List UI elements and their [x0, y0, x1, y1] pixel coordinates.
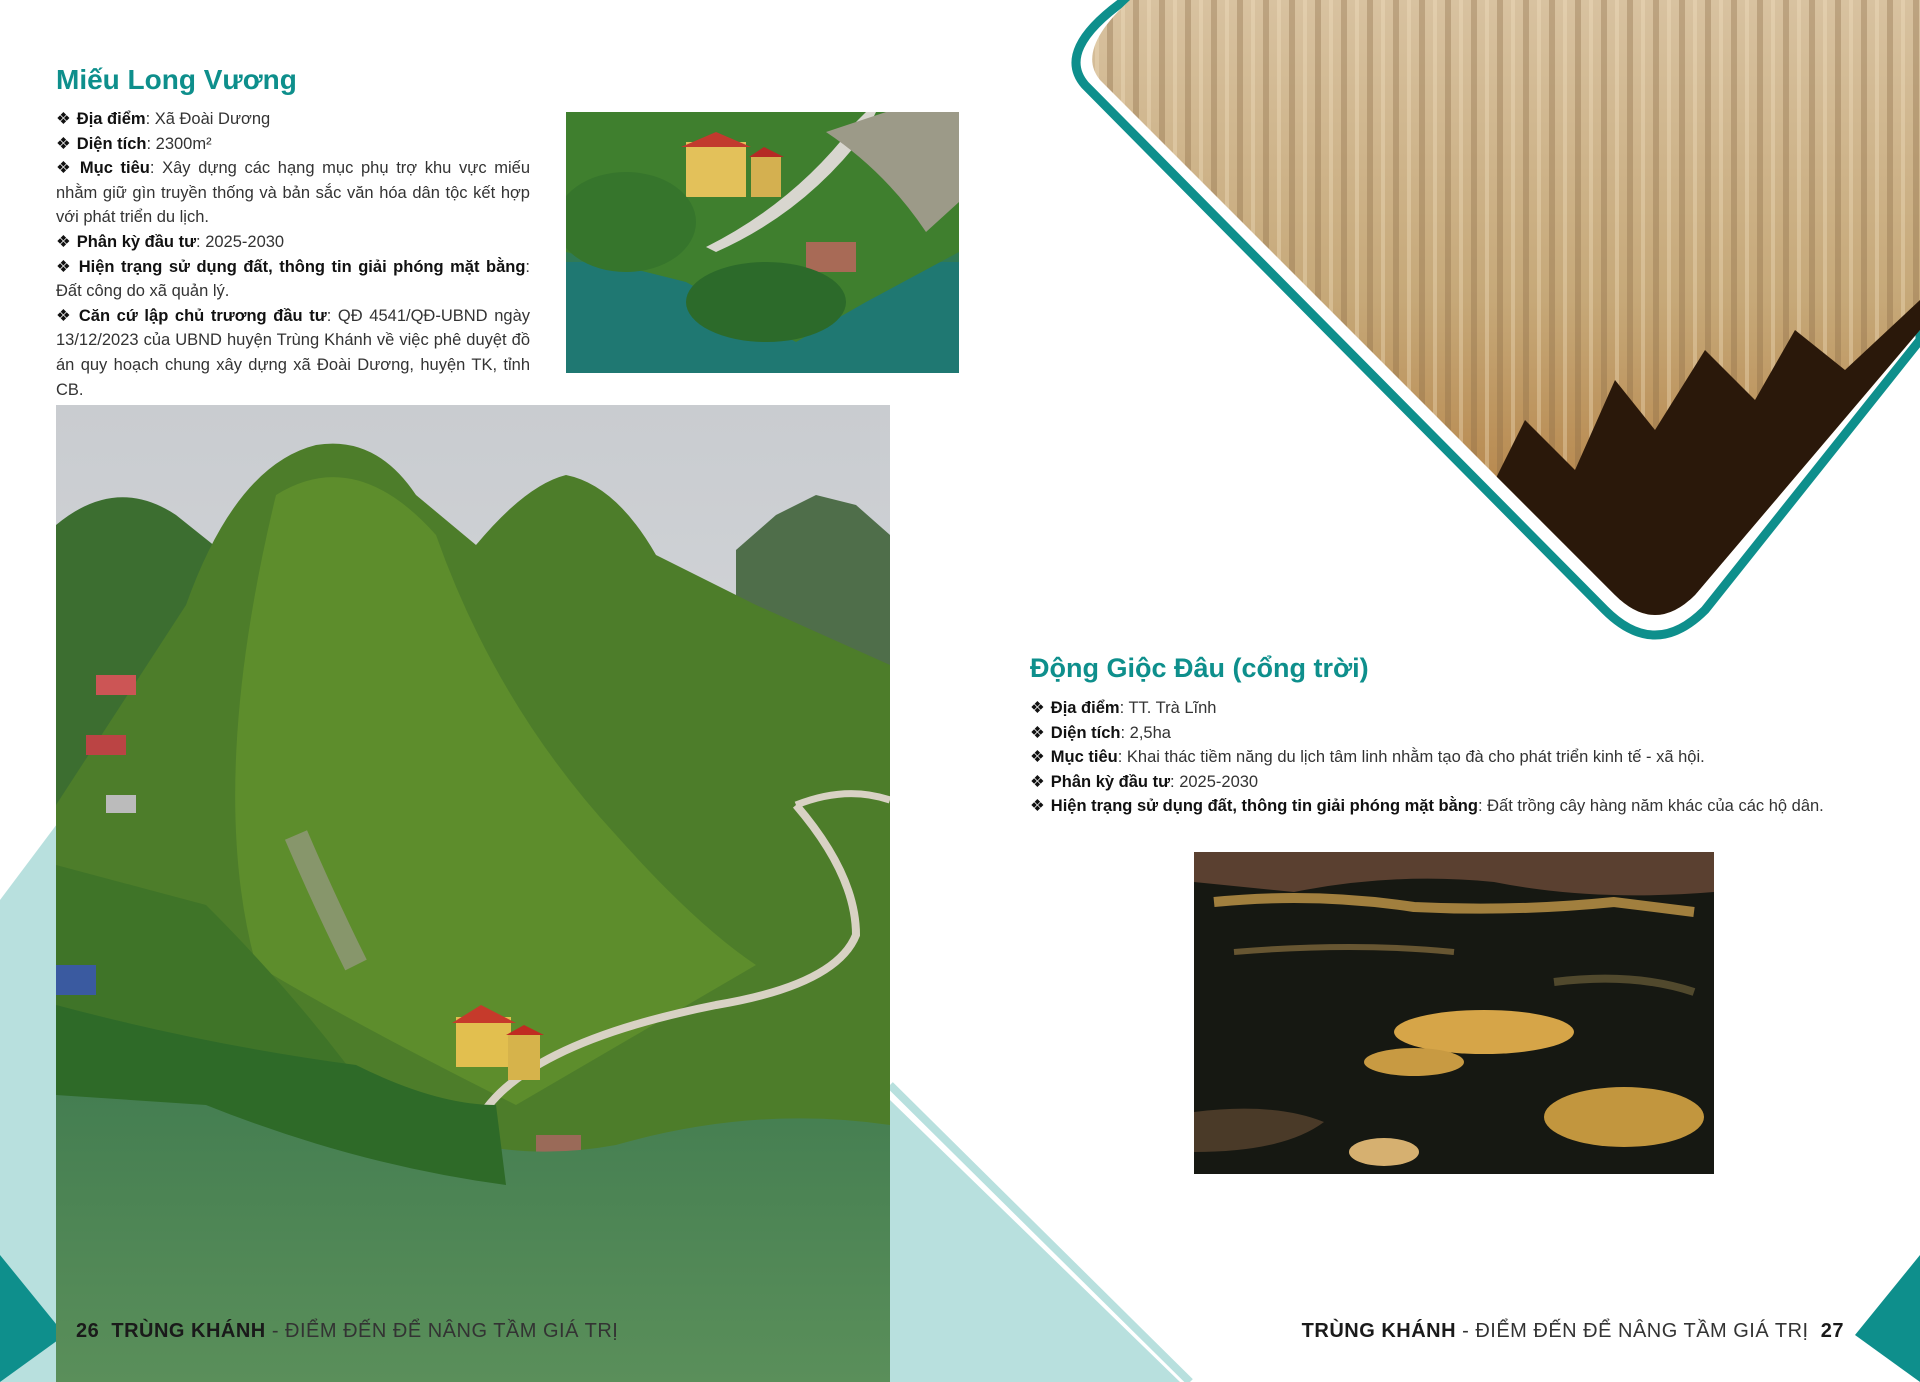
cave-pool-photo [1194, 852, 1714, 1174]
info-item: ❖ Hiện trạng sử dụng đất, thông tin giải phóng mặt bằng: Đất công do xã quản lý. [56, 257, 530, 301]
info-item: ❖ Mục tiêu: Khai thác tiềm năng du lịch tâm linh nhằm tạo đà cho phát triển kinh tế - xã hội. [1030, 748, 1705, 767]
info-item: ❖ Phân kỳ đầu tư: 2025-2030 [56, 232, 285, 251]
footer-brand: TRÙNG KHÁNH [1301, 1320, 1457, 1342]
bullet-icon: ❖ [1030, 723, 1045, 742]
footer-subtitle: - ĐIỂM ĐẾN ĐỂ NÂNG TẦM GIÁ TRỊ [1456, 1320, 1809, 1342]
bullet-icon: ❖ [1030, 748, 1045, 767]
left-footer [76, 1320, 618, 1343]
right-footer [1302, 1320, 1844, 1343]
footer-subtitle: - ĐIỂM ĐẾN ĐỂ NÂNG TẦM GIÁ TRỊ [265, 1320, 619, 1342]
center-teal-triangle [890, 1100, 1180, 1382]
stalactite-photo-frame [1055, 0, 1920, 650]
bullet-icon: ❖ [56, 257, 73, 276]
info-item: ❖ Hiện trạng sử dụng đất, thông tin giải phóng mặt bằng: Đất trồng cây hàng năm khác của các hộ dân. [1030, 797, 1824, 816]
bullet-icon: ❖ [56, 159, 74, 178]
info-item: ❖ Diện tích: 2300m² [56, 134, 212, 153]
bullet-icon: ❖ [56, 134, 71, 153]
info-item: ❖ Mục tiêu: Xây dựng các hạng mục phụ trợ khu vực miếu nhằm giữ gìn truyền thống và bản sắc văn hóa dân tộc kết hợp với phát triển du lịch. [56, 159, 530, 227]
info-item: ❖ Căn cứ lập chủ trương đầu tư: QĐ 4541/QĐ-UBND ngày 13/12/2023 của UBND huyện Trùng Khánh về việc phê duyệt đồ án quy hoạch chung xây dựng xã Đoài Dương, huyện TK, tỉnh CB. [56, 306, 531, 399]
page-number: 27 [1820, 1320, 1844, 1342]
bullet-icon: ❖ [56, 110, 71, 128]
right-info-list [1030, 696, 1890, 819]
left-info-list [56, 107, 530, 402]
bullet-icon: ❖ [1030, 699, 1045, 717]
footer-brand: TRÙNG KHÁNH [111, 1320, 266, 1342]
bullet-icon: ❖ [56, 232, 71, 251]
page-number: 26 [76, 1320, 100, 1342]
mountain-aerial-photo [56, 405, 890, 1382]
info-item: ❖ Địa điểm: TT. Trà Lĩnh [1030, 699, 1217, 717]
temple-aerial-photo [566, 112, 959, 373]
right-page-title: Động Giộc Đâu (cổng trời) [1030, 653, 1369, 683]
bullet-icon: ❖ [1030, 772, 1045, 791]
info-item: ❖ Phân kỳ đầu tư: 2025-2030 [1030, 772, 1259, 791]
left-page-title: Miếu Long Vương [56, 64, 297, 95]
bullet-icon: ❖ [1030, 797, 1045, 816]
right-corner-triangle [1855, 1255, 1920, 1382]
bullet-icon: ❖ [56, 306, 73, 325]
info-item: ❖ Diện tích: 2,5ha [1030, 723, 1171, 742]
info-item: ❖ Địa điểm: Xã Đoài Dương [56, 110, 271, 128]
